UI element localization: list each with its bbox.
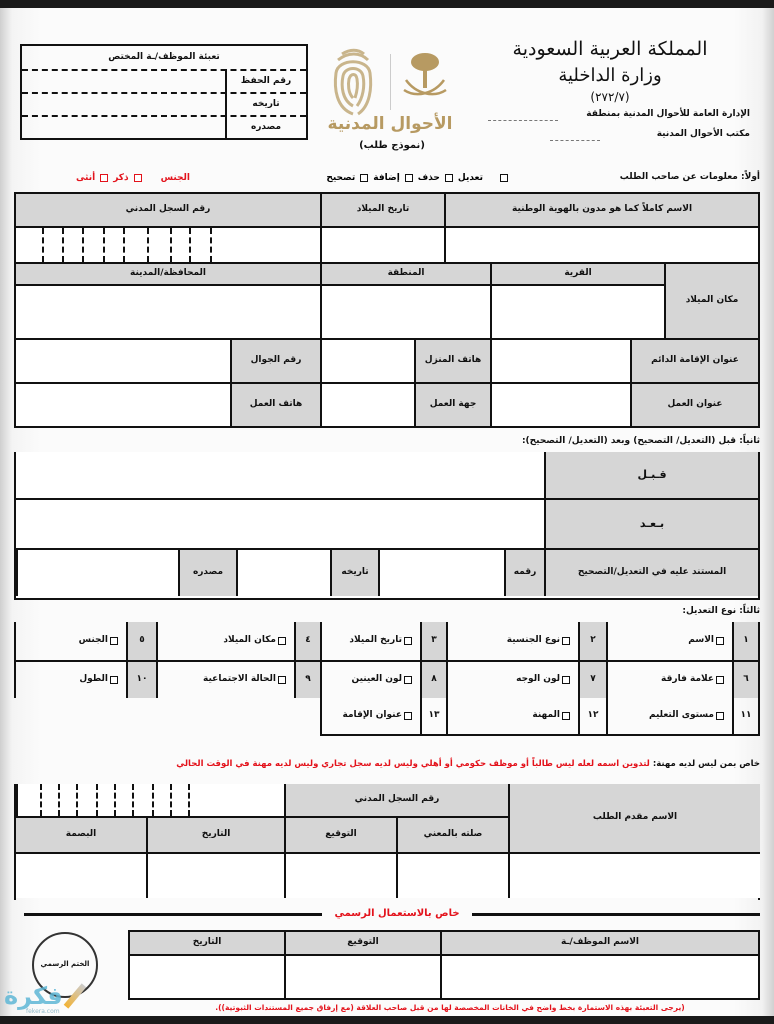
item-num: ١٠ [126,662,156,698]
blank-checkbox[interactable] [500,174,508,182]
checkbox-icon[interactable] [404,637,412,645]
mobile-field[interactable] [16,340,230,384]
archive-date-label: تاريخه [252,99,280,110]
fingerprint-field[interactable] [16,854,146,898]
header-block [480,30,760,150]
delete-checkbox[interactable] [405,174,413,182]
full-name-header: الاسم كاملاً كما هو مدون بالهوية الوطنية [444,194,758,228]
work-address-field[interactable] [490,384,632,426]
stamp-label: الختم الرسمي [40,960,90,969]
archive-source-field[interactable] [24,118,222,136]
checkbox-icon[interactable] [278,637,286,645]
watermark-sub: fekera.com [26,1008,60,1015]
section4-note: لتدوين اسمه لعله ليس طالباً أو موظف حكومي أو أهلي وليس لديه سجل تجاري وليس لديه مهنة في الوقت الحالي [176,759,650,769]
official-date-header: التاريخ [130,932,284,956]
checkbox-icon[interactable] [562,676,570,684]
item-num: ١ [732,622,758,660]
item-label: نوع الجنسية [506,635,560,646]
item-face-color-option[interactable] [446,662,578,698]
checkbox-icon[interactable] [110,637,118,645]
add-checkbox[interactable] [360,174,368,182]
village-header: القرية [490,264,666,286]
item-nationality-option[interactable] [446,622,578,660]
checkbox-icon[interactable] [716,712,724,720]
home-phone-field[interactable] [320,340,414,384]
item-num: ٩ [294,662,320,698]
item-occupation-option[interactable] [446,698,578,734]
logo-subtitle: (نموذج طلب) [359,139,425,151]
logo-text: الأحوال المدنية [327,114,453,134]
relation-field[interactable] [396,854,508,898]
request-type-options [280,170,510,186]
item-label: مكان الميلاد [223,635,276,646]
checkbox-icon[interactable] [278,676,286,684]
official-title: خاص بالاستعمال الرسمي [322,904,472,922]
applicant-info-table [14,192,760,428]
fingerprint-header: البصمة [16,818,146,854]
village-field[interactable] [490,286,666,340]
item-label: الاسم [688,635,714,646]
work-phone-field[interactable] [16,384,230,426]
checkbox-icon[interactable] [716,676,724,684]
birth-date-field[interactable] [320,228,444,264]
civil-record-header: رقم السجل المدني [284,784,508,818]
number-field[interactable] [378,550,504,596]
signature-header: التوقيع [284,818,396,854]
item-marital-option[interactable] [156,662,294,698]
item-num: ٨ [420,662,446,698]
item-num: ٣ [420,622,446,660]
ministry-title: وزارة الداخلية [558,65,662,87]
gender-label: الجنس [160,173,190,183]
female-label: أنثى [75,173,96,183]
checkbox-icon[interactable] [562,712,570,720]
item-label: الطول [79,674,108,685]
source-field[interactable] [16,550,178,596]
section4-title: خاص بمن ليس لديه مهنة: [652,759,760,769]
item-label: تاريخ الميلاد [349,635,402,646]
item-num: ٢ [578,622,606,660]
directorate-label: الإدارة العامة للأحوال المدنية بمنطقة [586,109,750,120]
item-num: ٥ [126,622,156,660]
option-edit: تعديل [457,173,483,183]
civil-affairs-logo [322,44,462,154]
applicant-name-header: الاسم مقدم الطلب [508,784,760,854]
item-num: ٧ [578,662,606,698]
item-label: مستوى التعليم [648,710,714,721]
date-field[interactable] [236,550,330,596]
item-label: علامة فارقة [661,674,714,685]
mobile-header: رقم الجوال [230,340,320,384]
work-address-header: عنوان العمل [632,384,758,426]
item-residence-option[interactable] [322,698,420,734]
date-header: التاريخ [146,818,284,854]
number-header: رقمه [504,550,544,596]
archive-date-field[interactable] [24,95,222,113]
relation-header: صلته بالمعني [396,818,508,854]
palm-swords-emblem-icon [400,50,450,110]
item-mark-option[interactable] [606,662,732,698]
district-field[interactable] [320,286,490,340]
official-table [128,930,760,1000]
section1-title: أولاً: معلومات عن صاحب الطلب [619,172,760,183]
section2-title: ثانياً: قبل (التعديل/ التصحيح) وبعد (التعديل/ التصحيح): [521,436,760,447]
edit-checkbox[interactable] [445,174,453,182]
work-phone-header: هاتف العمل [230,384,320,426]
item-num: ٤ [294,622,320,660]
after-header: بـعـد [544,500,758,550]
item-label: عنوان الإقامة [342,710,402,721]
item-birthdate-option[interactable] [320,622,420,660]
item-label: الجنس [78,635,108,646]
employer-header: جهة العمل [414,384,490,426]
before-header: قـبـل [544,452,758,500]
item-label: لون العينين [351,674,402,685]
civil-record-header: رقم السجل المدني [16,194,320,228]
option-correct: تصحيح [326,173,356,183]
checkbox-icon[interactable] [110,676,118,684]
birth-date-header: تاريخ الميلاد [320,194,444,228]
full-name-field[interactable] [444,228,758,264]
archive-number-field[interactable] [24,72,222,90]
item-num: ١٢ [578,698,606,734]
section4-title-row [20,758,760,782]
item-num: ٦ [732,662,758,698]
civil-record-digits[interactable] [16,784,284,818]
footer-note: (يرجى التعبئة بهذه الاستمارة بخط واضح في الخانات المخصصة لها من قبل صاحب العلاقة (مع إرفاق جميع المستندات الثبوتية)). [215,1002,685,1012]
district-header: المنطقة [320,264,490,286]
home-phone-header: هاتف المنزل [414,340,490,384]
watermark-logo [4,982,104,1016]
item-eye-color-option[interactable] [320,662,420,698]
item-label: المهنة [532,710,560,721]
male-label: ذكر [113,173,129,183]
residence-address-field[interactable] [490,340,632,384]
checkbox-icon[interactable] [404,676,412,684]
item-education-option[interactable] [606,698,732,734]
option-add: إضافة [373,173,400,183]
province-city-header: المحافظة/المدينة [16,264,320,286]
fingerprint-icon [328,48,378,118]
residence-address-header: عنوان الإقامة الدائم [632,340,758,384]
section3-title: ثالثاً: نوع التعديل: [682,606,760,617]
checkbox-icon[interactable] [562,637,570,645]
source-header: مصدره [178,550,236,596]
form-page [0,8,774,1016]
official-signature-field[interactable] [284,956,440,998]
official-date-field[interactable] [130,956,284,998]
item-gender-option[interactable] [16,622,126,660]
employee-name-header: الاسم الموظف/ـة [440,932,758,956]
checkbox-icon[interactable] [716,637,724,645]
employer-field[interactable] [320,384,414,426]
employee-box [20,44,308,140]
official-signature-header: التوقيع [284,932,440,956]
item-num: ١١ [732,698,758,734]
female-checkbox[interactable] [100,174,108,182]
province-city-field[interactable] [16,286,320,340]
employee-name-field[interactable] [440,956,758,998]
option-delete: حذف [417,173,440,183]
civil-record-field[interactable] [16,228,320,264]
before-field[interactable] [16,452,544,500]
date-field[interactable] [146,854,284,898]
male-checkbox[interactable] [134,174,142,182]
item-num: ١٣ [420,698,446,734]
applicant-name-field[interactable] [508,854,760,898]
before-after-table [14,452,760,600]
document-header: المستند عليه في التعديل/التصحيح [544,550,758,596]
item-height-option[interactable] [16,662,126,698]
archive-number-label: رقم الحفظ [240,76,292,87]
pencil-icon [64,983,87,1008]
no-occupation-table [14,784,760,900]
form-number: (٢٧٢/٧) [590,90,630,105]
after-field[interactable] [16,500,544,550]
archive-source-label: مصدره [250,122,282,133]
item-name-option[interactable] [606,622,732,660]
item-label: لون الوجه [516,674,560,685]
watermark-text: فكرة [4,982,63,1010]
birth-place-header: مكان الميلاد [666,264,758,340]
date-header: تاريخه [330,550,378,596]
gender-options [40,170,190,186]
employee-box-title: تعبئة الموظف/ـة المختص [108,52,220,63]
item-birthplace-option[interactable] [156,622,294,660]
checkbox-icon[interactable] [404,712,412,720]
office-label: مكتب الأحوال المدنية [656,129,750,140]
modification-type-grid [14,622,760,738]
signature-field[interactable] [284,854,396,898]
kingdom-title: المملكة العربية السعودية [512,37,708,60]
item-label: الحالة الاجتماعية [203,674,276,685]
